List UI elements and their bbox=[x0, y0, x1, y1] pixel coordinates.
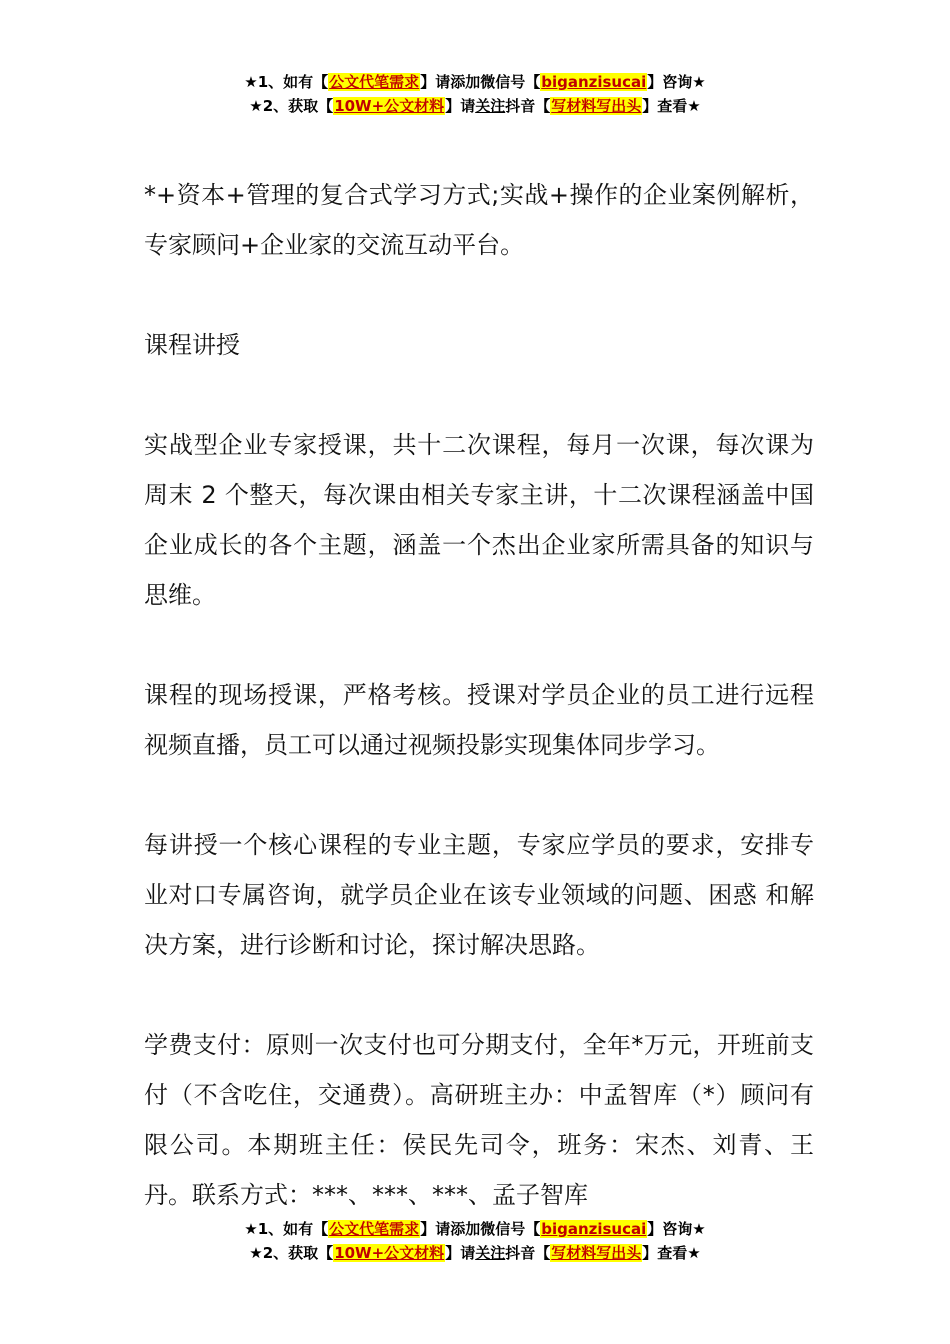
highlight-text: 公文代笔需求 bbox=[329, 1220, 420, 1238]
paragraph: 每讲授一个核心课程的专业主题，专家应学员的要求，安排专业对口专属咨询，就学员企业在该专业领域的问题、困惑 和解决方案，进行诊断和讨论，探讨解决思路。 bbox=[144, 831, 814, 959]
section-heading: 课程讲授 bbox=[144, 331, 240, 359]
footer-banner bbox=[0, 1217, 950, 1265]
wechat-id-highlight: biganzisucai bbox=[541, 73, 647, 91]
banner-line-2: ★2、获取【10W+公文材料】请关注抖音【写材料写出头】查看★ bbox=[249, 97, 701, 115]
douyin-account-highlight: 写材料写出头 bbox=[551, 1244, 642, 1262]
underlined-text: 关注 bbox=[475, 1244, 506, 1262]
banner-line-2: ★2、获取【10W+公文材料】请关注抖音【写材料写出头】查看★ bbox=[249, 1244, 701, 1262]
document-body bbox=[144, 170, 814, 1270]
highlight-text: 10W+公文材料 bbox=[334, 1244, 445, 1262]
paragraph: 实战型企业专家授课，共十二次课程，每月一次课，每次课为周末 2 个整天，每次课由相关专家主讲，十二次课程涵盖中国企业成长的各个主题，涵盖一个杰出企业家所需具备的知识与思维。 bbox=[144, 431, 814, 609]
paragraph: 课程的现场授课，严格考核。授课对学员企业的员工进行远程视频直播，员工可以通过视频投影实现集体同步学习。 bbox=[144, 681, 814, 759]
underlined-text: 关注 bbox=[475, 97, 506, 115]
header-banner bbox=[0, 70, 950, 118]
highlight-text: 公文代笔需求 bbox=[329, 73, 420, 91]
highlight-text: 10W+公文材料 bbox=[334, 97, 445, 115]
douyin-account-highlight: 写材料写出头 bbox=[551, 97, 642, 115]
paragraph: *+资本+管理的复合式学习方式;实战+操作的企业案例解析，专家顾问+企业家的交流互动平台。 bbox=[144, 181, 814, 259]
banner-line-1: ★1、如有【公文代笔需求】请添加微信号【biganzisucai】咨询★ bbox=[244, 1220, 706, 1238]
paragraph: 学费支付：原则一次支付也可分期支付，全年*万元，开班前支付（不含吃住，交通费）。高研班主办：中孟智库（*）顾问有限公司。本期班主任：侯民先司令，班务：宋杰、刘青、王丹。联系方式：***、***、***、孟子智库 bbox=[144, 1031, 814, 1209]
wechat-id-highlight: biganzisucai bbox=[541, 1220, 647, 1238]
banner-line-1: ★1、如有【公文代笔需求】请添加微信号【biganzisucai】咨询★ bbox=[244, 73, 706, 91]
